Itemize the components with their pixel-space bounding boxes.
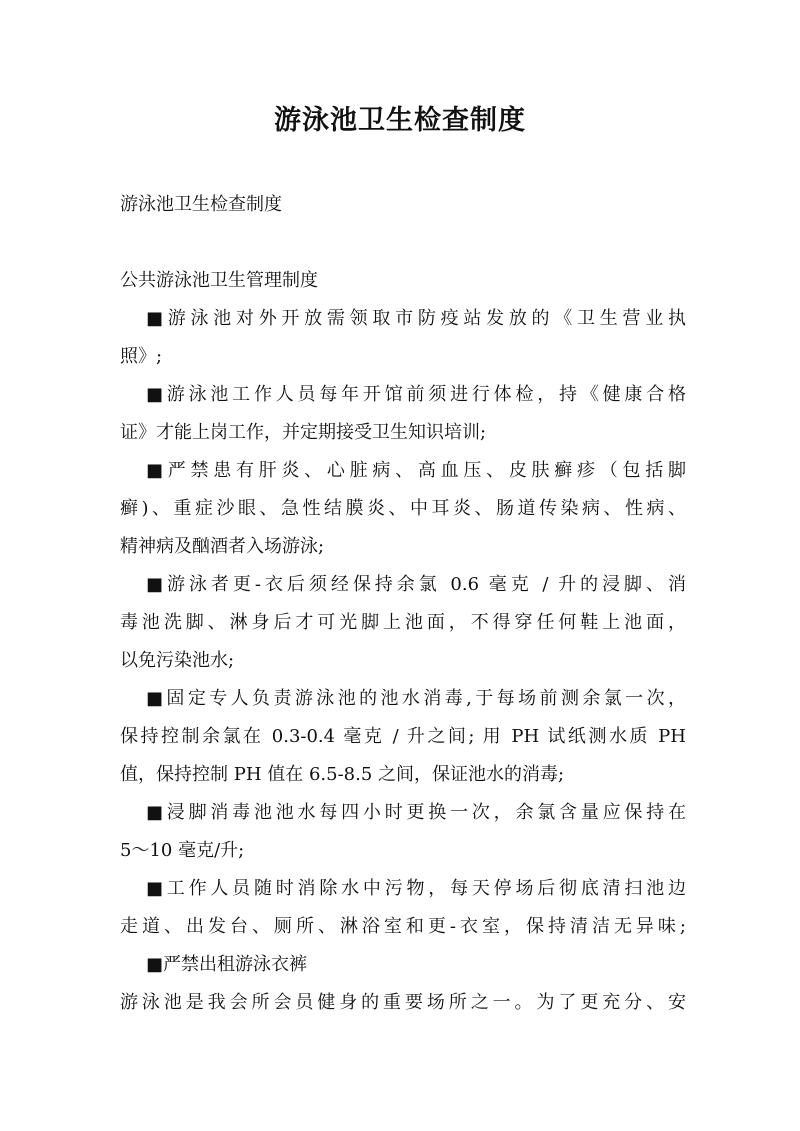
rule-item <box>120 946 686 984</box>
rule-item <box>120 794 686 870</box>
rule-item <box>120 566 686 680</box>
blank-line <box>120 224 686 262</box>
document-body <box>120 186 686 1022</box>
paragraph-line: ■游泳池对外开放需领取市防疫站发放的《卫生营业执 <box>146 308 686 329</box>
document-title: 游泳池卫生检查制度 <box>274 105 526 136</box>
paragraph-line: ■工作人员随时消除水中污物，每天停场后彻底清扫池边 <box>146 878 686 899</box>
paragraph-line: 5～10 毫克/升; <box>120 840 245 861</box>
paragraph-line: ■游泳者更-衣后须经保持余氯 0.6 毫克 / 升的浸脚、消 <box>146 574 686 595</box>
paragraph-line: 保持控制余氯在 0.3-0.4 毫克 / 升之间; 用 PH 试纸测水质 PH <box>120 726 686 747</box>
paragraph-line: ■严禁患有肝炎、心脏病、高血压、皮肤癣疹（包括脚 <box>146 460 686 481</box>
paragraph-line: ■游泳池工作人员每年开馆前须进行体检，持《健康合格 <box>146 384 686 405</box>
paragraph-line: 走道、出发台、厕所、淋浴室和更-衣室，保持清洁无异味; <box>120 916 686 937</box>
paragraph-line: 照》; <box>120 346 163 367</box>
paragraph-line: ■浸脚消毒池池水每四小时更换一次，余氯含量应保持在 <box>146 802 686 823</box>
paragraph-line: 值，保持控制 PH 值在 6.5-8.5 之间，保证池水的消毒; <box>120 764 565 785</box>
paragraph-line: 证》才能上岗工作，并定期接受卫生知识培训; <box>120 422 487 443</box>
paragraph-line: 精神病及酗酒者入场游泳; <box>120 536 325 557</box>
section-heading: 公共游泳池卫生管理制度 <box>120 270 318 291</box>
paragraph-line: ■严禁出租游泳衣裤 <box>146 954 308 975</box>
rule-item <box>120 870 686 946</box>
closing-line: 游泳池是我会所会员健身的重要场所之一。为了更充分、安 <box>120 992 686 1013</box>
paragraph-line: 癣)、重症沙眼、急性结膜炎、中耳炎、肠道传染病、性病、 <box>120 498 686 519</box>
rule-item <box>120 452 686 566</box>
paragraph-line: 以免污染池水; <box>120 650 235 671</box>
rule-item <box>120 680 686 794</box>
rule-item <box>120 300 686 376</box>
paragraph-line: 毒池洗脚、淋身后才可光脚上池面，不得穿任何鞋上池面， <box>120 612 686 633</box>
paragraph-line: ■固定专人负责游泳池的池水消毒,于每场前测余氯一次， <box>146 688 686 709</box>
document-subtitle: 游泳池卫生检查制度 <box>120 194 282 215</box>
rule-item <box>120 376 686 452</box>
